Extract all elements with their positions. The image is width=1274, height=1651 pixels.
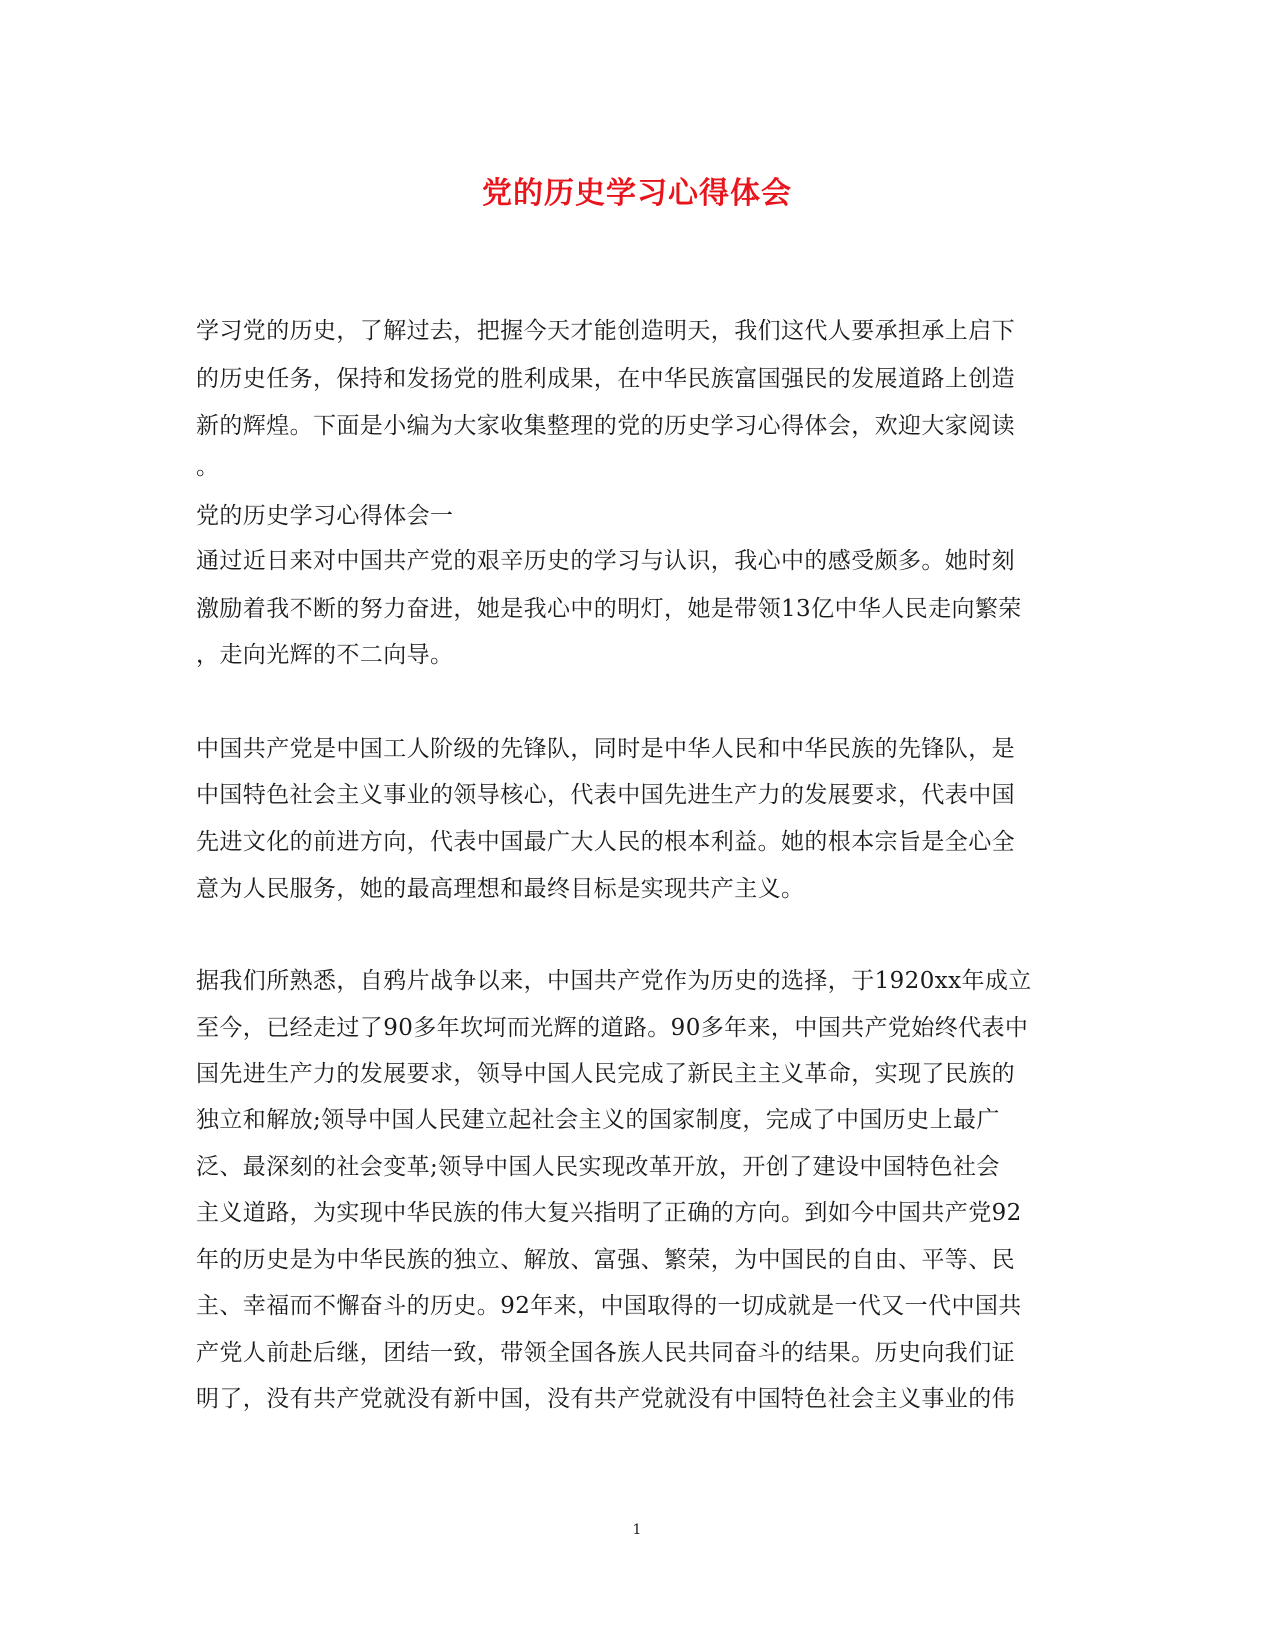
text-line: 国先进生产力的发展要求，领导中国人民完成了新民主主义革命，实现了民族的 <box>196 1061 1015 1087</box>
text-line: 。 <box>196 454 220 480</box>
text-line: 泛、最深刻的社会变革;领导中国人民实现改革开放，开创了建设中国特色社会 <box>196 1154 1000 1180</box>
text-line: 意为人民服务，她的最高理想和最终目标是实现共产主义。 <box>196 876 805 902</box>
text-line: 激励着我不断的努力奋进，她是我心中的明灯，她是带领13亿中华人民走向繁荣 <box>196 596 1022 622</box>
text-line: 的历史任务，保持和发扬党的胜利成果，在中华民族富国强民的发展道路上创造 <box>196 366 1015 392</box>
page-number: 1 <box>632 1522 642 1538</box>
text-line: 新的辉煌。下面是小编为大家收集整理的党的历史学习心得体会，欢迎大家阅读 <box>196 413 1015 439</box>
text-line: 主义道路，为实现中华民族的伟大复兴指明了正确的方向。到如今中国共产党92 <box>196 1200 1022 1226</box>
text-line: 先进文化的前进方向，代表中国最广大人民的根本利益。她的根本宗旨是全心全 <box>196 829 1015 855</box>
text-line: 中国共产党是中国工人阶级的先锋队，同时是中华人民和中华民族的先锋队，是 <box>196 736 1015 762</box>
text-line: 至今，已经走过了90多年坎坷而光辉的道路。90多年来，中国共产党始终代表中 <box>196 1015 1029 1041</box>
text-line: 学习党的历史，了解过去，把握今天才能创造明天，我们这代人要承担承上启下 <box>196 318 1015 344</box>
section-heading: 党的历史学习心得体会一 <box>196 503 454 529</box>
text-line: 中国特色社会主义事业的领导核心，代表中国先进生产力的发展要求，代表中国 <box>196 782 1015 808</box>
text-line: 年的历史是为中华民族的独立、解放、富强、繁荣，为中国民的自由、平等、民 <box>196 1247 1015 1273</box>
text-line: 通过近日来对中国共产党的艰辛历史的学习与认识，我心中的感受颇多。她时刻 <box>196 548 1015 574</box>
page-title: 党的历史学习心得体会 <box>482 176 792 211</box>
text-line: ，走向光辉的不二向导。 <box>196 642 454 668</box>
text-line: 明了，没有共产党就没有新中国，没有共产党就没有中国特色社会主义事业的伟 <box>196 1386 1015 1412</box>
text-line: 据我们所熟悉，自鸦片战争以来，中国共产党作为历史的选择，于1920xx年成立 <box>196 968 1032 994</box>
text-line: 独立和解放;领导中国人民建立起社会主义的国家制度，完成了中国历史上最广 <box>196 1107 1000 1133</box>
text-line: 主、幸福而不懈奋斗的历史。92年来，中国取得的一切成就是一代又一代中国共 <box>196 1293 1022 1319</box>
text-line: 产党人前赴后继，团结一致，带领全国各族人民共同奋斗的结果。历史向我们证 <box>196 1340 1015 1366</box>
